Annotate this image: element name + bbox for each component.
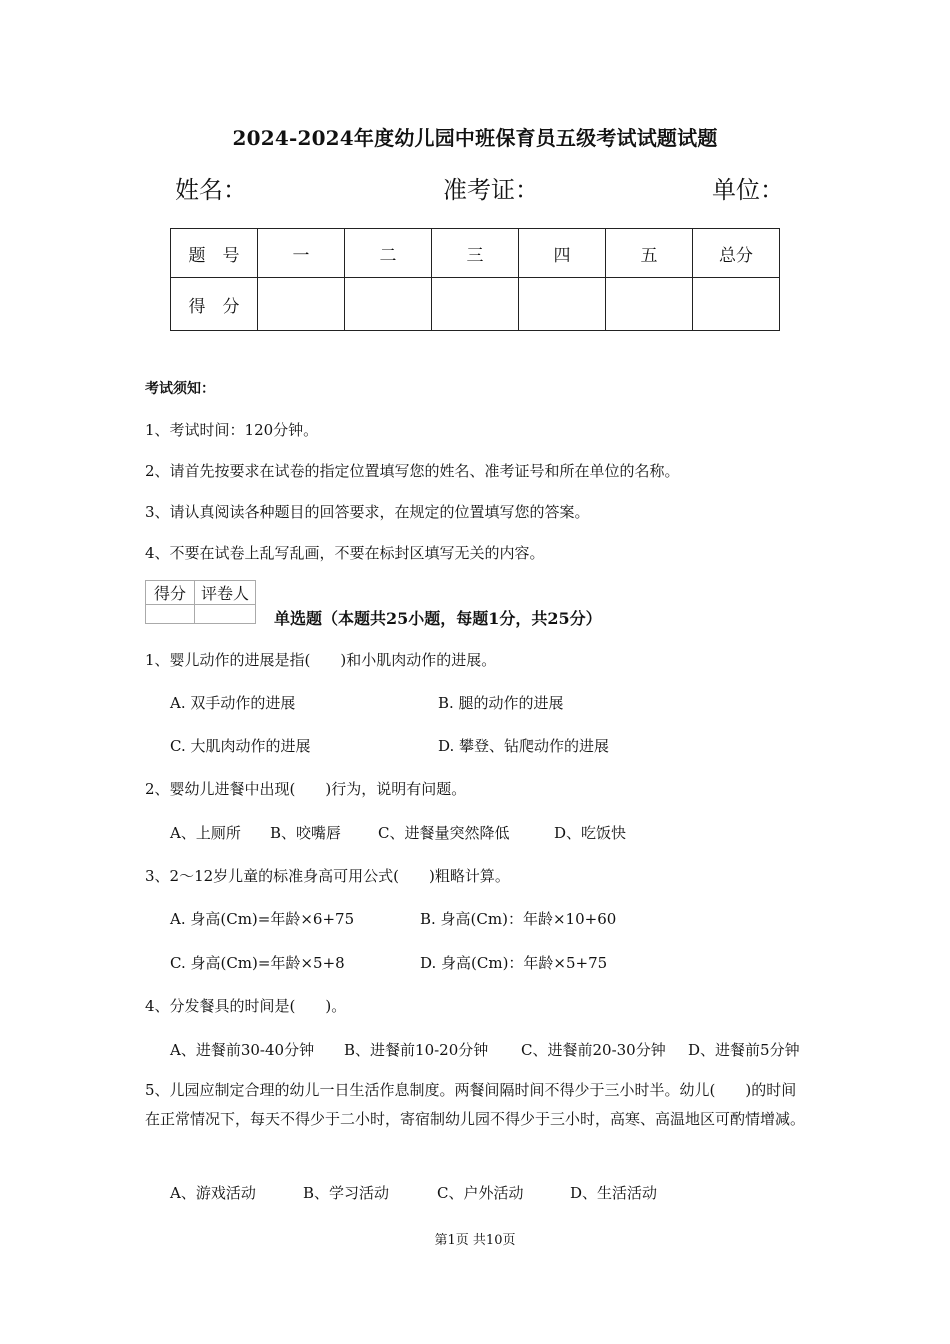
score-header-cell: 一 bbox=[258, 229, 345, 278]
notice-item: 1、考试时间：120分钟。 bbox=[145, 421, 319, 439]
question-option: D. 身高(Cm)：年龄×5+75 bbox=[420, 954, 608, 972]
notice-heading: 考试须知： bbox=[145, 381, 215, 397]
question-option: A. 双手动作的进展 bbox=[170, 694, 296, 712]
question-stem: 3、2～12岁儿童的标准身高可用公式( )粗略计算。 bbox=[145, 867, 510, 885]
score-cell[interactable] bbox=[345, 278, 432, 331]
exam-id-field-label: 准考证： bbox=[443, 176, 539, 204]
score-table bbox=[170, 228, 780, 331]
question-option: A、游戏活动 bbox=[170, 1184, 256, 1202]
score-cell[interactable] bbox=[519, 278, 606, 331]
score-header-cell: 题 号 bbox=[171, 229, 258, 278]
question-option: D、吃饭快 bbox=[554, 824, 627, 842]
unit-field-label: 单位： bbox=[712, 176, 784, 204]
question-stem: 1、婴儿动作的进展是指( )和小肌肉动作的进展。 bbox=[145, 651, 497, 669]
question-option: B、进餐前10-20分钟 bbox=[344, 1041, 489, 1059]
score-cell[interactable] bbox=[258, 278, 345, 331]
score-header-cell: 总分 bbox=[693, 229, 780, 278]
score-cell[interactable] bbox=[693, 278, 780, 331]
score-table-header-row bbox=[171, 229, 780, 278]
section-title: 单选题（本题共25小题，每题1分，共25分） bbox=[274, 609, 602, 628]
notice-item: 4、不要在试卷上乱写乱画，不要在标封区填写无关的内容。 bbox=[145, 544, 545, 562]
exam-title: 2024-2024年度幼儿园中班保育员五级考试试题试题 bbox=[232, 126, 718, 150]
question-option: B、学习活动 bbox=[303, 1184, 390, 1202]
grader-score-label: 得分 bbox=[146, 581, 195, 605]
question-option: D. 攀登、钻爬动作的进展 bbox=[438, 737, 610, 755]
question-stem: 5、儿园应制定合理的幼儿一日生活作息制度。两餐间隔时间不得少于三小时半。幼儿( )的时间在正常情况下，每天不得少于二小时，寄宿制幼儿园不得少于三小时，高寒、高温地区可酌情增减。 bbox=[145, 1081, 806, 1128]
score-header-cell: 四 bbox=[519, 229, 606, 278]
question-option: A、上厕所 bbox=[170, 824, 241, 842]
question-option: B. 身高(Cm)：年龄×10+60 bbox=[420, 910, 617, 928]
grader-score-cell[interactable] bbox=[146, 605, 195, 624]
question-option: C、进餐量突然降低 bbox=[378, 824, 510, 842]
question-option: D、进餐前5分钟 bbox=[688, 1041, 800, 1059]
page-footer: 第1页 共10页 bbox=[434, 1233, 516, 1248]
score-header-cell: 二 bbox=[345, 229, 432, 278]
question-option: B、咬嘴唇 bbox=[270, 824, 342, 842]
score-header-cell: 三 bbox=[432, 229, 519, 278]
score-cell[interactable] bbox=[432, 278, 519, 331]
question-stem: 2、婴幼儿进餐中出现( )行为，说明有问题。 bbox=[145, 780, 467, 798]
question-option: C、进餐前20-30分钟 bbox=[521, 1041, 666, 1059]
question-option: C、户外活动 bbox=[437, 1184, 524, 1202]
question-option: D、生活活动 bbox=[570, 1184, 658, 1202]
question-option: A. 身高(Cm)=年龄×6+75 bbox=[170, 910, 355, 928]
score-table-score-row bbox=[171, 278, 780, 331]
score-cell[interactable] bbox=[606, 278, 693, 331]
question-option: B. 腿的动作的进展 bbox=[438, 694, 564, 712]
question-option: C. 身高(Cm)=年龄×5+8 bbox=[170, 954, 345, 972]
score-row-label: 得 分 bbox=[171, 278, 258, 331]
notice-item: 3、请认真阅读各种题目的回答要求，在规定的位置填写您的答案。 bbox=[145, 503, 590, 521]
score-header-cell: 五 bbox=[606, 229, 693, 278]
grader-box bbox=[145, 580, 256, 624]
notice-item: 2、请首先按要求在试卷的指定位置填写您的姓名、准考证号和所在单位的名称。 bbox=[145, 462, 680, 480]
grader-name-cell[interactable] bbox=[195, 605, 256, 624]
question-option: C. 大肌肉动作的进展 bbox=[170, 737, 311, 755]
grader-name-label: 评卷人 bbox=[195, 581, 256, 605]
name-field-label: 姓名： bbox=[175, 176, 247, 204]
question-stem: 4、分发餐具的时间是( )。 bbox=[145, 997, 347, 1015]
question-option: A、进餐前30-40分钟 bbox=[170, 1041, 315, 1059]
